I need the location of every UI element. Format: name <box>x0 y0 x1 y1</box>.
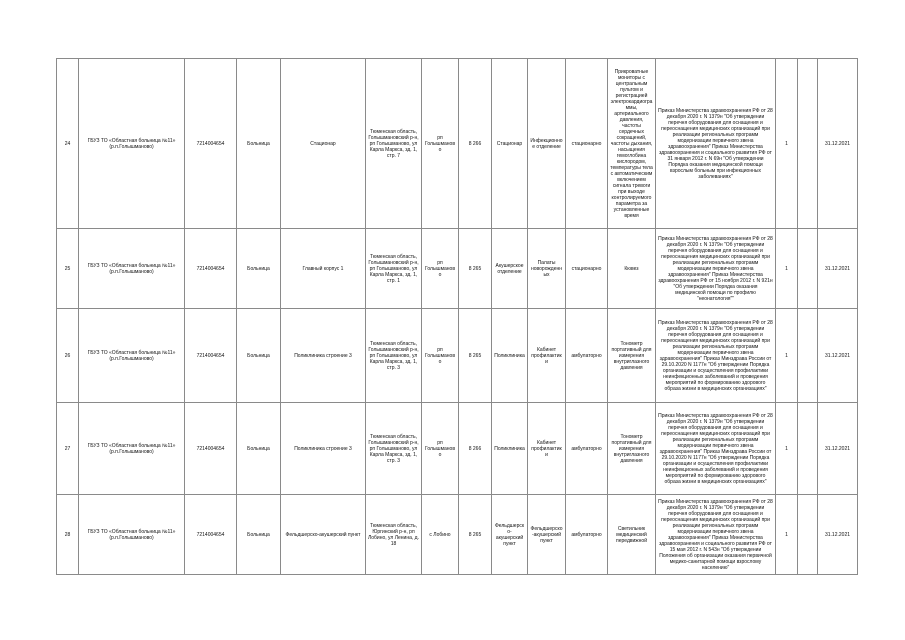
cell-equipment: Кювез <box>608 229 656 309</box>
table-row <box>57 309 858 403</box>
cell-num: 25 <box>57 229 79 309</box>
cell-empty <box>798 309 818 403</box>
cell-empty <box>798 59 818 229</box>
cell-care: амбулаторно <box>566 495 608 575</box>
cell-inn: 7214004654 <box>185 229 237 309</box>
cell-type: Больница <box>237 403 281 495</box>
cell-inn: 7214004654 <box>185 495 237 575</box>
cell-org: ГБУЗ ТО «Областная больница №11» (р.п.Голышманово) <box>79 309 185 403</box>
cell-num: 24 <box>57 59 79 229</box>
cell-org: ГБУЗ ТО «Областная больница №11» (р.п.Голышманово) <box>79 59 185 229</box>
cell-unit: Стационар <box>492 59 528 229</box>
cell-date: 31.12.2021 <box>818 229 858 309</box>
cell-settlement: рп Голышманово <box>422 309 459 403</box>
cell-type: Больница <box>237 229 281 309</box>
cell-num: 27 <box>57 403 79 495</box>
cell-code: 8 266 <box>459 59 492 229</box>
cell-address: Тюменская область, Голышмановский р-н, рп Голышманово, ул Карла Маркса, зд. 1, стр. 1 <box>366 229 422 309</box>
table-row <box>57 403 858 495</box>
cell-code: 8 266 <box>459 403 492 495</box>
cell-date: 31.12.2021 <box>818 403 858 495</box>
cell-building: Главный корпус 1 <box>281 229 366 309</box>
cell-settlement: с Лобино <box>422 495 459 575</box>
cell-building: Поликлиника строение 3 <box>281 309 366 403</box>
table-row <box>57 229 858 309</box>
cell-qty: 1 <box>776 309 798 403</box>
cell-address: Тюменская область, Голышмановский р-н, рп Голышманово, ул Карла Маркса, зд. 1, стр. 3 <box>366 403 422 495</box>
equipment-register-table <box>56 58 858 575</box>
cell-address: Тюменская область, Голышмановский р-н, рп Голышманово, ул Карла Маркса, зд. 1, стр. 7 <box>366 59 422 229</box>
cell-settlement: рп Голышманово <box>422 59 459 229</box>
cell-code: 8 265 <box>459 495 492 575</box>
cell-equipment: Тонометр портативный для измерения внутриглазного давления <box>608 309 656 403</box>
cell-care: амбулаторно <box>566 403 608 495</box>
cell-code: 8 265 <box>459 229 492 309</box>
cell-order: Приказ Министерства здравоохранения РФ от 28 декабря 2020 г. N 1379н "Об утверждении перечня оборудования для оснащения и переоснащения медицинских организаций при реализации региональных программ модернизации первичного звена здравоохранения" Приказ Минздрава России от 29.10.2020 N 1177н "Об утверждении Порядка организации и осуществления профилактики неинфекционных заболеваний и проведения мероприятий по формированию здорового образа жизни в медицинских организациях" <box>656 403 776 495</box>
cell-qty: 1 <box>776 495 798 575</box>
cell-qty: 1 <box>776 229 798 309</box>
cell-num: 28 <box>57 495 79 575</box>
cell-order: Приказ Министерства здравоохранения РФ от 28 декабря 2020 г. N 1379н "Об утверждении перечня оборудования для оснащения и переоснащения медицинских организаций при реализации региональных программ модернизации первичного звена здравоохранения" Приказ Минздрава России от 29.10.2020 N 1177н "Об утверждении Порядка организации и осуществления профилактики неинфекционных заболеваний и проведения мероприятий по формированию здорового образа жизни в медицинских организациях" <box>656 309 776 403</box>
cell-date: 31.12.2021 <box>818 309 858 403</box>
table-row <box>57 495 858 575</box>
cell-inn: 7214004654 <box>185 403 237 495</box>
cell-qty: 1 <box>776 403 798 495</box>
cell-department: Палаты новорожденных <box>528 229 566 309</box>
cell-unit: Акушерское отделение <box>492 229 528 309</box>
cell-settlement: рп Голышманово <box>422 229 459 309</box>
cell-department: Инфекционное отделение <box>528 59 566 229</box>
cell-inn: 7214004654 <box>185 59 237 229</box>
cell-empty <box>798 495 818 575</box>
cell-empty <box>798 403 818 495</box>
cell-type: Больница <box>237 495 281 575</box>
cell-unit: Поликлиника <box>492 403 528 495</box>
cell-order: Приказ Министерства здравоохранения РФ от 28 декабря 2020 г. N 1379н "Об утверждении перечня оборудования для оснащения и переоснащения медицинских организаций при реализации региональных программ модернизации первичного звена здравоохранения" Приказ Министерства здравоохранения и социального развития РФ от 15 мая 2012 г. N 543н "Об утверждении Положения об организации оказания первичной медико-санитарной помощи взрослому населению" <box>656 495 776 575</box>
cell-building: Поликлиника строение 3 <box>281 403 366 495</box>
cell-date: 31.12.2021 <box>818 495 858 575</box>
cell-order: Приказ Министерства здравоохранения РФ от 28 декабря 2020 г. N 1379н "Об утверждении перечня оборудования для оснащения и переоснащения медицинских организаций при реализации региональных программ модернизации первичного звена здравоохранения" Приказ Министерства здравоохранения и социального развития РФ от 31 января 2012 г. N 69н "Об утверждении Порядка оказания медицинской помощи взрослым больным при инфекционных заболеваниях" <box>656 59 776 229</box>
cell-equipment: Тонометр портативный для измерения внутриглазного давления <box>608 403 656 495</box>
cell-settlement: рп Голышманово <box>422 403 459 495</box>
cell-equipment: Прикроватные мониторы с центральным пультом и регистрацией электрокардиограммы, артериального давления, частоты сердечных сокращений, частоты дыхания, насыщения гемоглобина кислородом, температуры тела с автоматическим включением сигнала тревоги при выходе контролируемого параметра за установленные время <box>608 59 656 229</box>
cell-org: ГБУЗ ТО «Областная больница №11» (р.п.Голышманово) <box>79 403 185 495</box>
cell-care: амбулаторно <box>566 309 608 403</box>
cell-org: ГБУЗ ТО «Областная больница №11» (р.п.Голышманово) <box>79 495 185 575</box>
cell-address: Тюменская область, Голышмановский р-н, рп Голышманово, ул Карла Маркса, зд. 1, стр. 3 <box>366 309 422 403</box>
table-row <box>57 59 858 229</box>
cell-building: Стационар <box>281 59 366 229</box>
cell-department: Кабинет профилактики <box>528 309 566 403</box>
cell-inn: 7214004654 <box>185 309 237 403</box>
cell-department: Фельдшерско-акушерский пункт <box>528 495 566 575</box>
cell-date: 31.12.2021 <box>818 59 858 229</box>
cell-org: ГБУЗ ТО «Областная больница №11» (р.п.Голышманово) <box>79 229 185 309</box>
cell-empty <box>798 229 818 309</box>
cell-care: стационарно <box>566 229 608 309</box>
cell-building: Фельдшерско-акушерский пункт <box>281 495 366 575</box>
cell-type: Больница <box>237 309 281 403</box>
cell-unit: Фельдшерско-акушерский пункт <box>492 495 528 575</box>
cell-num: 26 <box>57 309 79 403</box>
cell-code: 8 265 <box>459 309 492 403</box>
cell-order: Приказ Министерства здравоохранения РФ от 28 декабря 2020 г. N 1379н "Об утверждении перечня оборудования для оснащения и переоснащения медицинских организаций при реализации региональных программ модернизации первичного звена здравоохранения" Приказ Министерства здравоохранения РФ от 15 ноября 2012 г. N 921н "Об утверждении Порядка оказания медицинской помощи по профилю "неонатология"" <box>656 229 776 309</box>
cell-care: стационарно <box>566 59 608 229</box>
cell-equipment: Светильник медицинский передвижной <box>608 495 656 575</box>
cell-type: Больница <box>237 59 281 229</box>
cell-qty: 1 <box>776 59 798 229</box>
cell-address: Тюменская область, Юргинский р-н, рп Лобино, ул Ленина, д. 18 <box>366 495 422 575</box>
cell-department: Кабинет профилактики <box>528 403 566 495</box>
cell-unit: Поликлиника <box>492 309 528 403</box>
